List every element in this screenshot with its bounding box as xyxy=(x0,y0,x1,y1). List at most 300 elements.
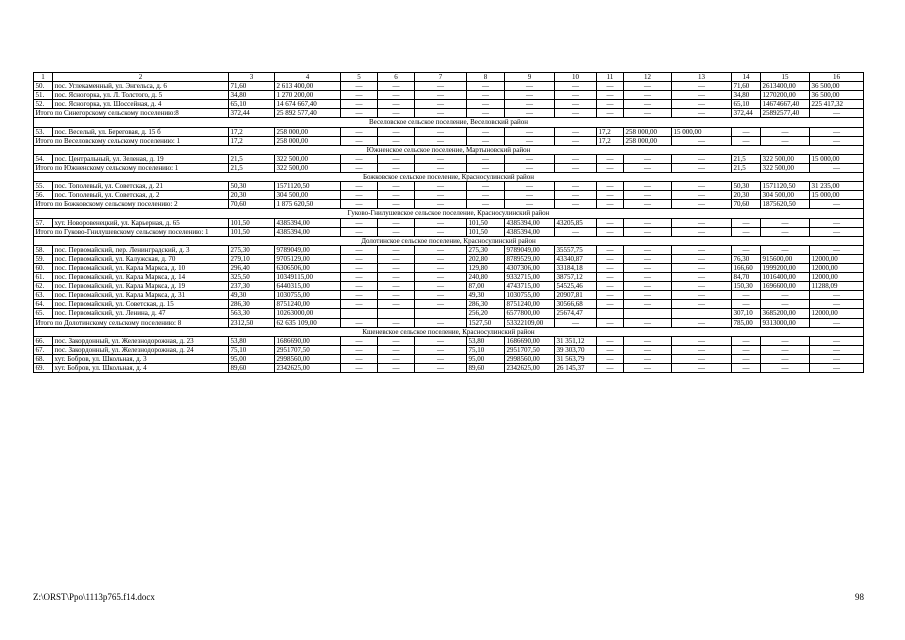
row-number: 55. xyxy=(34,182,53,191)
table-cell: — xyxy=(732,245,761,254)
table-cell: 256,20 xyxy=(467,309,505,318)
table-cell: — xyxy=(761,354,810,363)
row-number: 66. xyxy=(34,336,53,345)
table-cell: — xyxy=(761,127,810,136)
total-row xyxy=(34,136,864,145)
table-cell: — xyxy=(672,354,732,363)
table-cell: 12000,00 xyxy=(810,273,864,282)
table-cell: — xyxy=(341,245,378,254)
table-cell: — xyxy=(415,200,467,209)
table-cell: — xyxy=(467,136,505,145)
table-cell: — xyxy=(761,136,810,145)
column-header: 15 xyxy=(761,73,810,82)
footer-file-path: Z:\ORST\Ppo\1113p765.f14.docx xyxy=(33,592,155,602)
table-cell: — xyxy=(810,300,864,309)
table-cell: — xyxy=(810,364,864,373)
table-cell: 286,30 xyxy=(229,300,275,309)
total-label: Итого по Южненскому сельскому поселению: 1 xyxy=(34,163,229,172)
table-cell: 20,30 xyxy=(732,191,761,200)
table-cell: 225 417,32 xyxy=(810,100,864,109)
table-cell: 304 500,00 xyxy=(275,191,341,200)
table-cell: 101,50 xyxy=(229,218,275,227)
table-cell: 26 145,37 xyxy=(555,364,597,373)
column-header: 2 xyxy=(53,73,229,82)
table-cell: 6440315,00 xyxy=(275,282,341,291)
table-cell: — xyxy=(415,127,467,136)
table-cell: — xyxy=(732,345,761,354)
table-cell xyxy=(597,309,624,318)
table-cell: — xyxy=(415,100,467,109)
table-cell: — xyxy=(378,245,415,254)
table-cell: — xyxy=(672,364,732,373)
section-title: Божковское сельское поселение, Красносулинский район xyxy=(34,173,864,182)
address-cell: пос. Первомайский, ул. Ленина, д. 47 xyxy=(53,309,229,318)
table-cell: 2613400,00 xyxy=(761,82,810,91)
table-cell: 150,30 xyxy=(732,282,761,291)
table-cell: 372,44 xyxy=(229,109,275,118)
table-cell xyxy=(672,309,732,318)
table-cell: — xyxy=(415,282,467,291)
table-cell: — xyxy=(415,291,467,300)
table-row xyxy=(34,291,864,300)
table-cell: — xyxy=(555,191,597,200)
table-cell: — xyxy=(597,345,624,354)
table-cell: 1527,50 xyxy=(467,318,505,327)
table-cell: — xyxy=(467,191,505,200)
table-cell: 54525,46 xyxy=(555,282,597,291)
row-number: 58. xyxy=(34,245,53,254)
table-cell: — xyxy=(624,82,672,91)
column-header: 12 xyxy=(624,73,672,82)
address-cell: пос. Ясногорка, ул. Шоссейная, д. 4 xyxy=(53,100,229,109)
table-cell: — xyxy=(732,136,761,145)
table-cell: — xyxy=(378,354,415,363)
table-cell: 8751240,00 xyxy=(505,300,555,309)
table-cell: 21,5 xyxy=(732,154,761,163)
table-cell: 1686690,00 xyxy=(505,336,555,345)
column-header: 8 xyxy=(467,73,505,82)
table-cell: 31 563,79 xyxy=(555,354,597,363)
table-cell: — xyxy=(624,109,672,118)
total-row xyxy=(34,109,864,118)
table-cell: — xyxy=(732,127,761,136)
table-cell: 1016400,00 xyxy=(761,273,810,282)
table-cell: — xyxy=(341,218,378,227)
table-cell: — xyxy=(672,100,732,109)
table-cell: — xyxy=(505,127,555,136)
address-cell: пос. Центральный, ул. Зеленая, д. 19 xyxy=(53,154,229,163)
table-cell: 1030755,00 xyxy=(505,291,555,300)
table-cell: — xyxy=(341,109,378,118)
table-cell: — xyxy=(624,200,672,209)
section-title: Южненское сельское поселение, Мартыновский район xyxy=(34,145,864,154)
column-header: 7 xyxy=(415,73,467,82)
table-cell: — xyxy=(378,227,415,236)
table-cell: — xyxy=(810,336,864,345)
table-row xyxy=(34,263,864,272)
table-cell: 10263000,00 xyxy=(275,309,341,318)
table-cell: 53322109,00 xyxy=(505,318,555,327)
table-cell: — xyxy=(732,300,761,309)
table-cell: 43205,85 xyxy=(555,218,597,227)
table-cell: 3685200,00 xyxy=(761,309,810,318)
table-cell: 12000,00 xyxy=(810,254,864,263)
total-row xyxy=(34,200,864,209)
address-cell: пос. Закордонный, ул. Железнодорожная, д. 24 xyxy=(53,345,229,354)
table-cell: 2312,50 xyxy=(229,318,275,327)
table-cell: 915600,00 xyxy=(761,254,810,263)
table-cell: — xyxy=(378,200,415,209)
table-cell: — xyxy=(341,91,378,100)
table-cell: — xyxy=(341,182,378,191)
table-cell: — xyxy=(597,254,624,263)
table-cell: — xyxy=(597,245,624,254)
table-cell: — xyxy=(341,354,378,363)
table-cell: 89,60 xyxy=(229,364,275,373)
table-cell: — xyxy=(732,218,761,227)
row-number: 52. xyxy=(34,100,53,109)
table-cell: 101,50 xyxy=(467,227,505,236)
table-cell: 325,50 xyxy=(229,273,275,282)
table-cell: — xyxy=(378,273,415,282)
table-cell: — xyxy=(810,354,864,363)
table-cell: — xyxy=(624,354,672,363)
table-cell: — xyxy=(415,336,467,345)
table-cell: — xyxy=(505,82,555,91)
table-cell: — xyxy=(672,282,732,291)
table-cell: — xyxy=(597,82,624,91)
table-cell: — xyxy=(597,218,624,227)
table-cell: 275,30 xyxy=(467,245,505,254)
table-cell: — xyxy=(732,354,761,363)
table-cell: — xyxy=(415,82,467,91)
table-cell: 95,00 xyxy=(229,354,275,363)
table-cell: 237,30 xyxy=(229,282,275,291)
table-cell: 17,2 xyxy=(597,127,624,136)
table-cell: 258 000,00 xyxy=(624,127,672,136)
table-cell: 258 000,00 xyxy=(275,127,341,136)
column-header: 16 xyxy=(810,73,864,82)
table-cell: 4743715,00 xyxy=(505,282,555,291)
table-cell: 1 270 200,00 xyxy=(275,91,341,100)
total-row xyxy=(34,318,864,327)
table-cell: — xyxy=(624,254,672,263)
table-cell: — xyxy=(555,136,597,145)
table-cell: — xyxy=(597,182,624,191)
table-cell: 307,10 xyxy=(732,309,761,318)
table-cell: — xyxy=(624,318,672,327)
table-cell: 372,44 xyxy=(732,109,761,118)
table-cell: 240,80 xyxy=(467,273,505,282)
table-cell: 1686690,00 xyxy=(275,336,341,345)
address-cell: пос. Закордонный, ул. Железнодорожная, д. 23 xyxy=(53,336,229,345)
table-cell: 25674,47 xyxy=(555,309,597,318)
table-cell: — xyxy=(467,127,505,136)
table-cell: 34,80 xyxy=(229,91,275,100)
table-cell: — xyxy=(672,218,732,227)
table-cell: 89,60 xyxy=(467,364,505,373)
table-cell: 10349115,00 xyxy=(275,273,341,282)
table-cell: — xyxy=(555,127,597,136)
table-cell: — xyxy=(505,200,555,209)
table-cell: — xyxy=(597,336,624,345)
table-cell: 71,60 xyxy=(229,82,275,91)
table-cell: 31 235,00 xyxy=(810,182,864,191)
table-cell: — xyxy=(341,127,378,136)
table-cell: — xyxy=(378,100,415,109)
column-header: 10 xyxy=(555,73,597,82)
table-cell: — xyxy=(555,163,597,172)
column-header: 14 xyxy=(732,73,761,82)
total-label: Итого по Веселовскому сельскому поселению: 1 xyxy=(34,136,229,145)
table-cell: 4385394,00 xyxy=(275,218,341,227)
page-number: 98 xyxy=(855,592,864,602)
table-cell: 6577800,00 xyxy=(505,309,555,318)
table-cell xyxy=(341,309,378,318)
table-cell: 2998560,00 xyxy=(275,354,341,363)
table-cell: 4307306,00 xyxy=(505,263,555,272)
table-cell: — xyxy=(761,291,810,300)
address-cell: пос. Первомайский, ул. Карла Маркса, д. 19 xyxy=(53,282,229,291)
table-cell: — xyxy=(467,91,505,100)
table-cell: — xyxy=(415,182,467,191)
section-row xyxy=(34,236,864,245)
register-table xyxy=(33,72,864,373)
table-cell: — xyxy=(505,136,555,145)
table-cell: — xyxy=(761,336,810,345)
table-cell: — xyxy=(810,218,864,227)
table-cell: 25 892 577,40 xyxy=(275,109,341,118)
table-cell: 101,50 xyxy=(229,227,275,236)
table-cell: 322 500,00 xyxy=(275,163,341,172)
table-cell: 12000,00 xyxy=(810,263,864,272)
table-cell: 563,30 xyxy=(229,309,275,318)
table-cell: 4385394,00 xyxy=(505,227,555,236)
table-cell: — xyxy=(415,364,467,373)
table-cell: — xyxy=(624,282,672,291)
table-row xyxy=(34,191,864,200)
column-header: 3 xyxy=(229,73,275,82)
table-cell: — xyxy=(597,163,624,172)
row-number: 67. xyxy=(34,345,53,354)
table-cell: — xyxy=(761,227,810,236)
table-cell: — xyxy=(672,136,732,145)
table-cell: — xyxy=(505,163,555,172)
section-row xyxy=(34,327,864,336)
table-cell: 15 000,00 xyxy=(672,127,732,136)
address-cell: пос. Ясногорка, ул. Л. Толстого, д. 5 xyxy=(53,91,229,100)
table-cell: — xyxy=(341,263,378,272)
address-cell: пос. Первомайский, пер. Ленинградский, д. 3 xyxy=(53,245,229,254)
table-cell: — xyxy=(597,91,624,100)
table-row xyxy=(34,282,864,291)
table-cell: — xyxy=(341,154,378,163)
table-cell: 36 500,00 xyxy=(810,91,864,100)
address-cell: пос. Первомайский, ул. Карла Маркса, д. 14 xyxy=(53,273,229,282)
table-cell: — xyxy=(672,263,732,272)
table-cell: 36 500,00 xyxy=(810,82,864,91)
table-cell: — xyxy=(341,318,378,327)
table-row xyxy=(34,309,864,318)
table-cell: — xyxy=(341,227,378,236)
table-cell: — xyxy=(341,163,378,172)
table-cell: — xyxy=(378,154,415,163)
table-cell: — xyxy=(555,100,597,109)
total-label: Итого по Долотинскому сельскому поселению: 8 xyxy=(34,318,229,327)
table-row xyxy=(34,245,864,254)
table-cell: 2342625,00 xyxy=(275,364,341,373)
column-header: 1 xyxy=(34,73,53,82)
table-cell: — xyxy=(672,273,732,282)
table-cell: — xyxy=(597,273,624,282)
section-title: Долотинское сельское поселение, Красносулинский район xyxy=(34,236,864,245)
table-cell: 34,80 xyxy=(732,91,761,100)
table-cell: — xyxy=(672,91,732,100)
table-row xyxy=(34,300,864,309)
address-cell: хут. Новоровенецкий, ул. Карьерная, д. 65 xyxy=(53,218,229,227)
table-cell: — xyxy=(415,245,467,254)
address-cell: пос. Тополевый, ул. Советская, д. 2 xyxy=(53,191,229,200)
table-cell: — xyxy=(810,318,864,327)
row-number: 56. xyxy=(34,191,53,200)
table-cell xyxy=(378,309,415,318)
section-title: Гуково-Гнилушевское сельское поселение, Красносулинский район xyxy=(34,209,864,218)
table-cell: 8751240,00 xyxy=(275,300,341,309)
table-cell: — xyxy=(597,227,624,236)
table-cell: 166,60 xyxy=(732,263,761,272)
table-cell: — xyxy=(810,345,864,354)
table-cell: — xyxy=(555,227,597,236)
table-row xyxy=(34,254,864,263)
table-cell: — xyxy=(597,191,624,200)
table-cell: 12000,00 xyxy=(810,309,864,318)
table-cell: 1875620,50 xyxy=(761,200,810,209)
table-cell: — xyxy=(467,182,505,191)
table-row xyxy=(34,82,864,91)
table-cell: — xyxy=(415,273,467,282)
section-title: Кшеневское сельское поселение, Красносулинский район xyxy=(34,327,864,336)
row-number: 53. xyxy=(34,127,53,136)
table-cell: — xyxy=(341,136,378,145)
table-cell: 95,00 xyxy=(467,354,505,363)
table-cell: 258 000,00 xyxy=(624,136,672,145)
table-cell: 304 500,00 xyxy=(761,191,810,200)
table-cell: 50,30 xyxy=(229,182,275,191)
table-cell: 1999200,00 xyxy=(761,263,810,272)
table-cell: 2 613 400,00 xyxy=(275,82,341,91)
table-cell: — xyxy=(672,82,732,91)
table-cell: 17,2 xyxy=(597,136,624,145)
table-cell: — xyxy=(810,291,864,300)
section-row xyxy=(34,145,864,154)
table-row xyxy=(34,218,864,227)
table-cell: — xyxy=(505,109,555,118)
table-cell: — xyxy=(415,163,467,172)
table-cell: 39 303,70 xyxy=(555,345,597,354)
row-number: 50. xyxy=(34,82,53,91)
table-cell: 53,80 xyxy=(229,336,275,345)
table-cell: 21,5 xyxy=(229,163,275,172)
table-cell: — xyxy=(761,300,810,309)
column-header: 9 xyxy=(505,73,555,82)
table-row xyxy=(34,354,864,363)
total-label: Итого по Гуково-Гнилушевскому сельскому поселению: 1 xyxy=(34,227,229,236)
table-row xyxy=(34,273,864,282)
table-cell: — xyxy=(597,200,624,209)
table-cell: — xyxy=(341,100,378,109)
table-cell: — xyxy=(341,336,378,345)
row-number: 57. xyxy=(34,218,53,227)
table-cell: — xyxy=(341,282,378,291)
table-row xyxy=(34,100,864,109)
table-cell: — xyxy=(597,154,624,163)
table-row xyxy=(34,336,864,345)
table-cell: 15 000,00 xyxy=(810,154,864,163)
table-cell: 70,60 xyxy=(229,200,275,209)
table-cell: — xyxy=(732,227,761,236)
table-cell: 38757,12 xyxy=(555,273,597,282)
column-number-row xyxy=(34,73,864,82)
table-cell: — xyxy=(378,82,415,91)
table-row xyxy=(34,345,864,354)
table-cell: — xyxy=(732,336,761,345)
column-header: 4 xyxy=(275,73,341,82)
table-cell: — xyxy=(505,100,555,109)
table-cell: — xyxy=(415,345,467,354)
address-cell: пос. Веселый, ул. Береговая, д. 15 б xyxy=(53,127,229,136)
table-cell: — xyxy=(415,254,467,263)
table-cell: 75,10 xyxy=(229,345,275,354)
table-cell: — xyxy=(672,336,732,345)
table-cell: — xyxy=(555,91,597,100)
table-cell: 2342625,00 xyxy=(505,364,555,373)
table-cell: — xyxy=(672,300,732,309)
table-cell: — xyxy=(415,109,467,118)
table-cell: — xyxy=(672,291,732,300)
table-cell: 31 351,12 xyxy=(555,336,597,345)
table-cell: — xyxy=(624,345,672,354)
table-cell: 25892577,40 xyxy=(761,109,810,118)
address-cell: пос. Первомайский, ул. Советская, д. 15 xyxy=(53,300,229,309)
table-cell: — xyxy=(378,218,415,227)
table-cell: — xyxy=(624,273,672,282)
table-cell: — xyxy=(597,300,624,309)
row-number: 61. xyxy=(34,273,53,282)
table-cell: 53,80 xyxy=(467,336,505,345)
table-cell: — xyxy=(672,254,732,263)
table-cell: — xyxy=(810,227,864,236)
row-number: 63. xyxy=(34,291,53,300)
address-cell: пос. Углекаменный, ул. Энгельса, д. 6 xyxy=(53,82,229,91)
section-row xyxy=(34,173,864,182)
table-cell: 785,00 xyxy=(732,318,761,327)
table-cell: — xyxy=(378,291,415,300)
table-cell: 71,60 xyxy=(732,82,761,91)
table-cell: — xyxy=(624,163,672,172)
table-cell: 65,10 xyxy=(229,100,275,109)
table-cell: — xyxy=(597,318,624,327)
table-cell: 87,00 xyxy=(467,282,505,291)
table-cell: — xyxy=(378,127,415,136)
table-cell: — xyxy=(341,200,378,209)
table-cell: — xyxy=(810,109,864,118)
table-cell: 14 674 667,40 xyxy=(275,100,341,109)
table-cell: — xyxy=(761,218,810,227)
table-cell: — xyxy=(378,336,415,345)
table-cell: 15 000,00 xyxy=(810,191,864,200)
address-cell: хут. Бобров, ул. Школьная, д. 4 xyxy=(53,364,229,373)
table-cell: — xyxy=(624,182,672,191)
